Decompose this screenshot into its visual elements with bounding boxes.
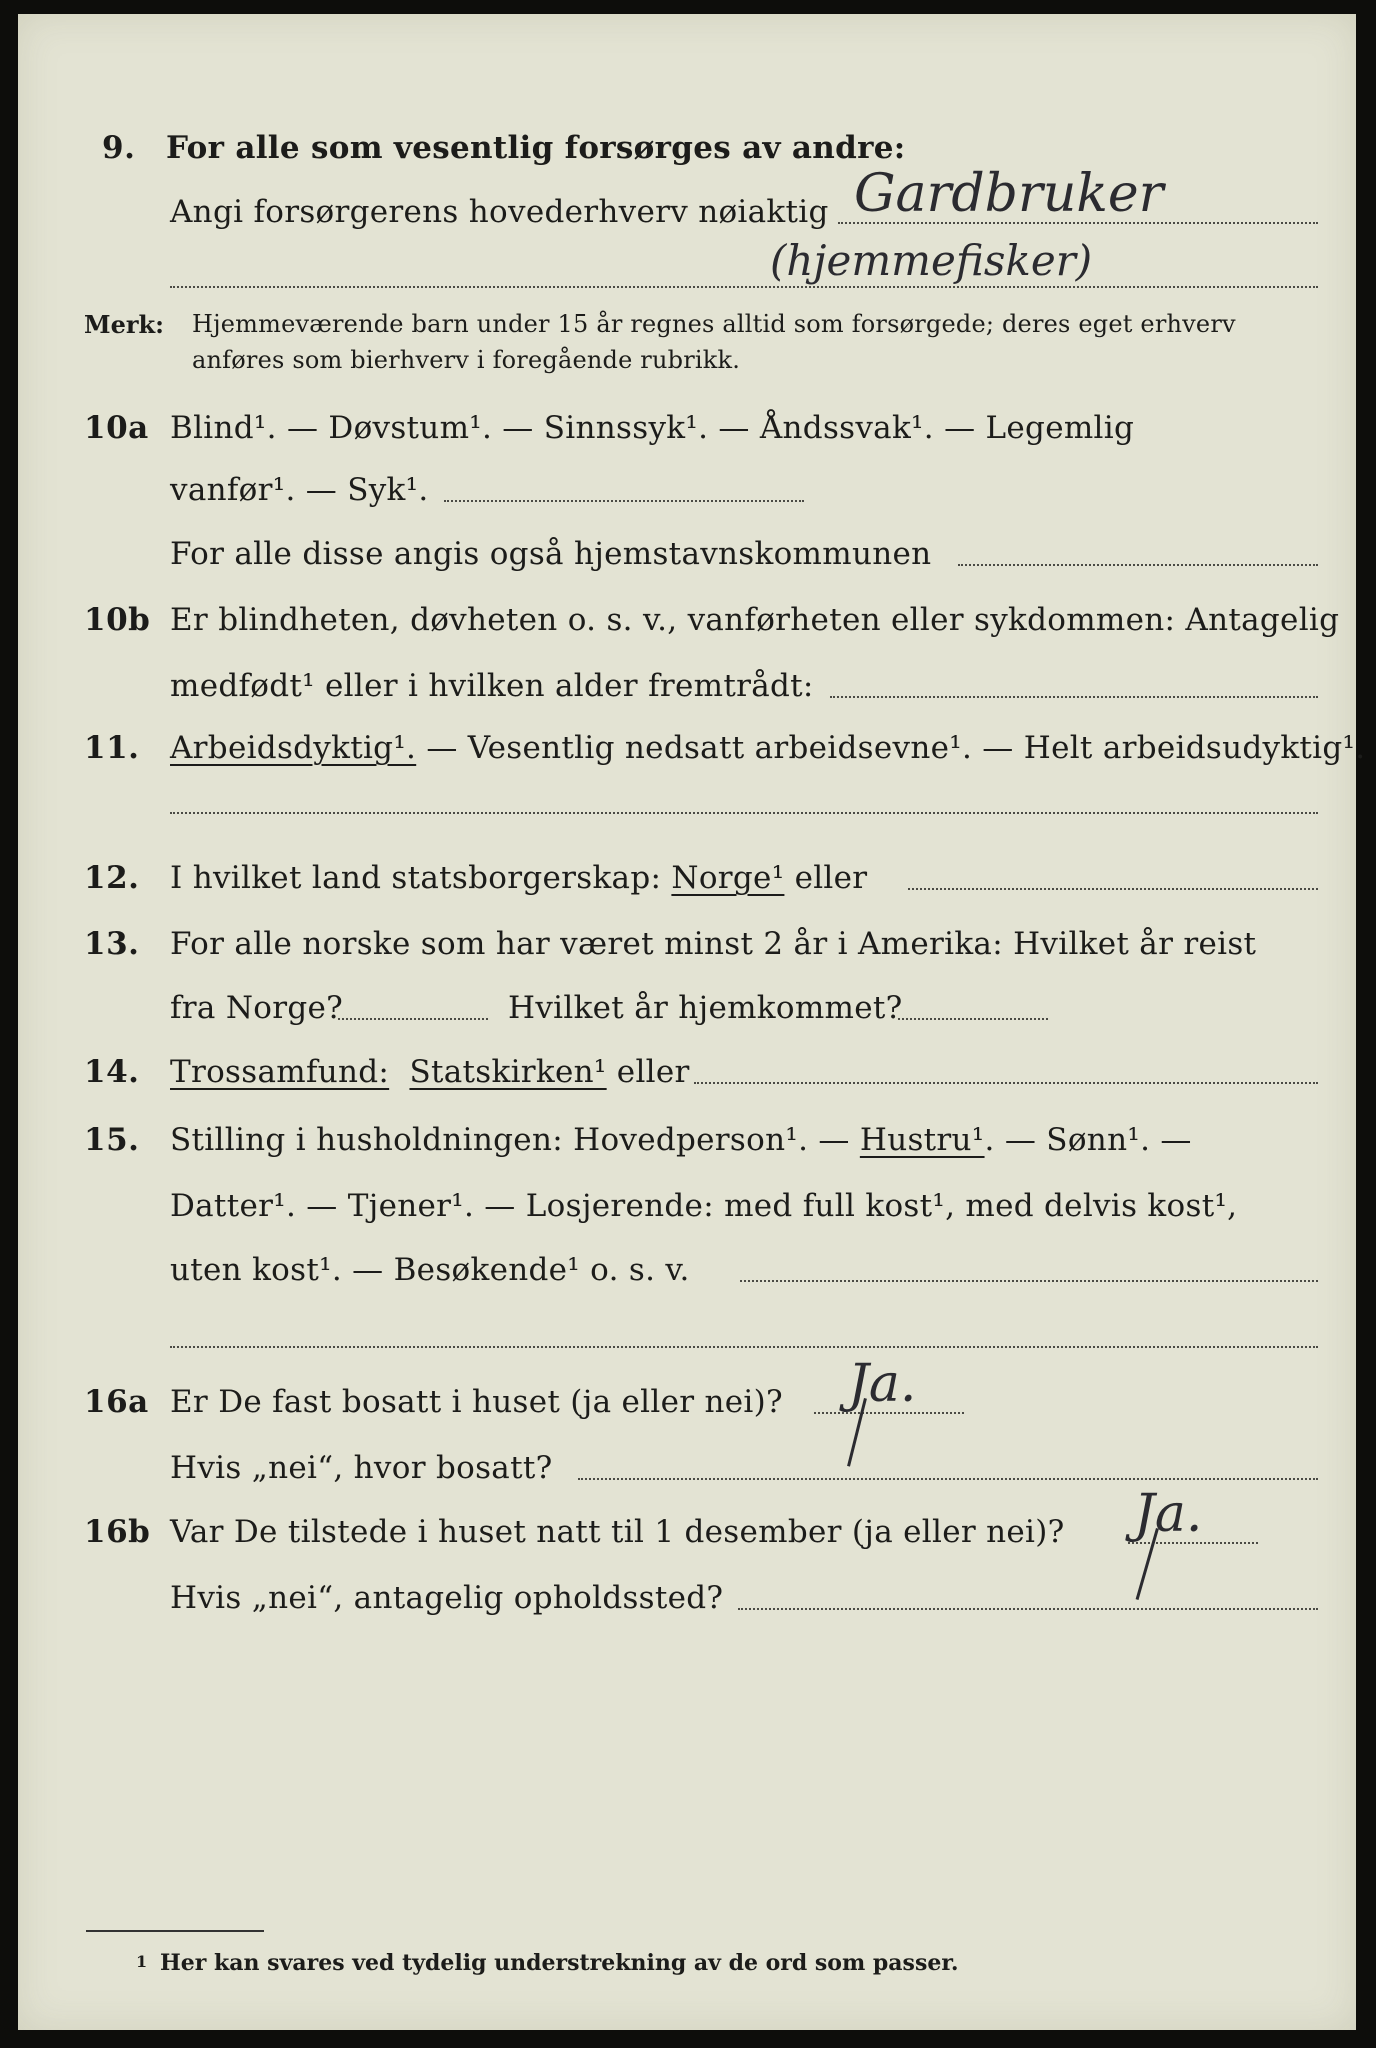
q16a-line-2: Hvis „nei“, hvor bosatt? (170, 1450, 553, 1486)
q9-handwritten-answer-1: Gardbruker (854, 164, 1164, 224)
q15-line-1 (170, 1122, 1192, 1158)
q15-line-1-prefix: Stilling i husholdningen: Hovedperson¹. — (170, 1122, 860, 1158)
q15-answer-line (740, 1280, 1318, 1282)
q12-selected-option: Norge¹ (671, 860, 785, 896)
q9-prompt: Angi forsørgerens hovederhverv nøiaktig (170, 194, 829, 230)
q14-question (170, 1054, 690, 1090)
q10a-line-1: Blind¹. — Døvstum¹. — Sinnssyk¹. — Åndssvak¹. — Legemlig (170, 410, 1135, 446)
q10b-answer-line (830, 696, 1318, 698)
q14-answer-line (694, 1082, 1318, 1084)
footnote-marker: 1 (136, 1952, 148, 1971)
q11-number: 11. (84, 730, 140, 766)
q12-prompt: I hvilket land statsborgerskap: (170, 860, 672, 896)
q9-answer-line-2 (170, 286, 1318, 288)
census-form-page (18, 14, 1366, 2030)
q13-line-1: For alle norske som har været minst 2 år i Amerika: Hvilket år reist (170, 926, 1257, 962)
q16a-line-1: Er De fast bosatt i huset (ja eller nei)? (170, 1384, 783, 1420)
q14-number: 14. (84, 1054, 140, 1090)
q12-question (170, 860, 867, 896)
q10b-number: 10b (84, 602, 151, 638)
merk-note-line-1: Hjemmeværende barn under 15 år regnes alltid som forsørgede; deres eget erhverv (192, 310, 1236, 338)
q13-left-answer-line (338, 1018, 488, 1020)
q15-line-1-suffix: . — Sønn¹. — (984, 1122, 1192, 1158)
q11-selected-option: Arbeidsdyktig¹. (170, 730, 417, 766)
q11-options (170, 730, 1365, 766)
q15-number: 15. (84, 1122, 140, 1158)
q15-extra-line (170, 1346, 1318, 1348)
q16b-line-2: Hvis „nei“, antagelig opholdssted? (170, 1580, 724, 1616)
q13-right-answer-line (898, 1018, 1048, 1020)
q10a-line-2: vanfør¹. — Syk¹. (170, 472, 429, 508)
footnote-text: Her kan svares ved tydelig understrekning av de ord som passer. (160, 1950, 959, 1976)
q16a-residence-line (578, 1478, 1318, 1480)
q16b-handwritten-answer: Ja. (1134, 1484, 1203, 1544)
q13-number: 13. (84, 926, 140, 962)
q11-other-options: — Vesentlig nedsatt arbeidsevne¹. — Helt arbeidsudyktig¹. (416, 730, 1366, 766)
q12-or-label: eller (784, 860, 868, 896)
q9-number: 9. (102, 130, 136, 166)
q15-selected-option: Hustru¹ (859, 1122, 985, 1158)
q15-line-2: Datter¹. — Tjener¹. — Losjerende: med full kost¹, med delvis kost¹, (170, 1188, 1238, 1224)
q14-or-label: eller (606, 1054, 690, 1090)
q9-question: For alle som vesentlig forsørges av andre: (166, 130, 906, 166)
merk-note-line-2: anføres som bierhverv i foregående rubrikk. (192, 346, 741, 374)
q16a-number: 16a (84, 1384, 149, 1420)
q12-answer-line (908, 888, 1318, 890)
q13-left-prompt: fra Norge? (170, 990, 344, 1026)
q16b-number: 16b (84, 1514, 151, 1550)
q12-number: 12. (84, 860, 140, 896)
footnote-rule (86, 1930, 264, 1932)
q10a-line-3: For alle disse angis også hjemstavnskommunen (170, 536, 932, 572)
q11-extra-line (170, 812, 1318, 814)
q16b-location-line (738, 1608, 1318, 1610)
q13-right-prompt: Hvilket år hjemkommet? (508, 990, 903, 1026)
q10b-line-1: Er blindheten, døvheten o. s. v., vanførheten eller sykdommen: Antagelig (170, 602, 1340, 638)
q15-line-3: uten kost¹. — Besøkende¹ o. s. v. (170, 1252, 690, 1288)
q10a-hometown-line (958, 564, 1318, 566)
q16b-line-1: Var De tilstede i huset natt til 1 desember (ja eller nei)? (170, 1514, 1065, 1550)
q14-label: Trossamfund: (170, 1054, 390, 1090)
q16a-handwritten-answer: Ja. (848, 1354, 917, 1414)
q10a-answer-line (444, 500, 804, 502)
merk-label: Merk: (84, 310, 164, 339)
q10b-line-2: medfødt¹ eller i hvilken alder fremtrådt: (170, 668, 814, 704)
q14-selected-option: Statskirken¹ (409, 1054, 607, 1090)
q10a-number: 10a (84, 410, 149, 446)
q9-handwritten-answer-2: (hjemmefisker) (770, 236, 1093, 285)
